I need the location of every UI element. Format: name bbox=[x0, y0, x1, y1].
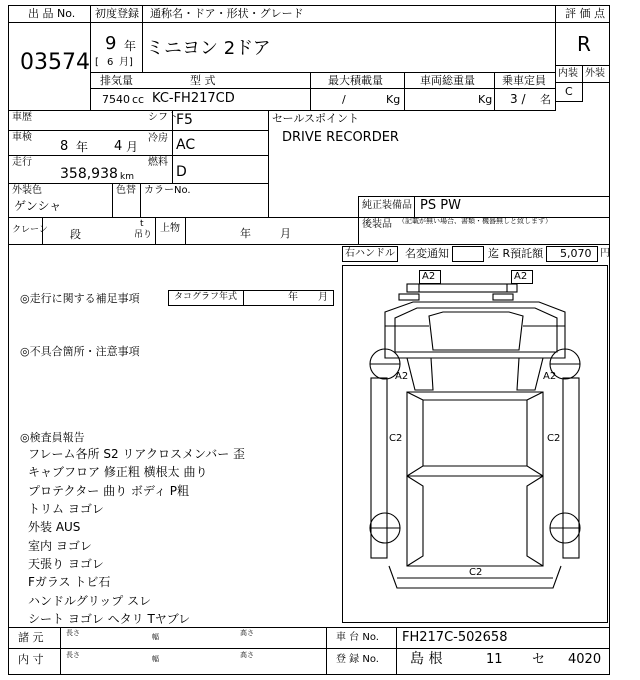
model-code-label: 型 式 bbox=[190, 74, 216, 87]
exterior-label: 外装 bbox=[585, 68, 605, 79]
tacho-year: 年 bbox=[288, 292, 298, 303]
first-reg-label: 初度登録 bbox=[95, 7, 139, 20]
lot-label: 出 品 No. bbox=[28, 7, 76, 20]
damage-mark: C2 bbox=[469, 567, 483, 578]
sales-point-label: セールスポイント bbox=[272, 112, 360, 125]
rating-value: R bbox=[577, 32, 591, 56]
fuel-value: D bbox=[176, 164, 187, 180]
shift-value: F5 bbox=[176, 112, 193, 128]
mileage-unit: km bbox=[120, 172, 134, 182]
ac-label: 冷房 bbox=[148, 133, 168, 144]
capacity-unit: 名 bbox=[540, 93, 551, 106]
damage-mark: C2 bbox=[547, 433, 561, 444]
reg-year-unit: 年 bbox=[124, 39, 137, 53]
crane-label: クレーン bbox=[12, 225, 48, 235]
gross-weight-label: 車両総重量 bbox=[420, 74, 475, 87]
history-label: 車歴 bbox=[12, 112, 32, 123]
damage-mark: A2 bbox=[395, 371, 409, 382]
dims-height-label: 高さ bbox=[240, 629, 254, 637]
report-line: プロテクター 曲り ボディ P粗 bbox=[28, 484, 190, 498]
max-load-value: / bbox=[342, 93, 346, 106]
color-change-label: 色替 bbox=[116, 185, 136, 196]
max-load-unit: Kg bbox=[386, 93, 401, 106]
sales-point: DRIVE RECORDER bbox=[282, 130, 399, 145]
equipment-value: PS PW bbox=[420, 198, 461, 213]
displacement-unit: cc bbox=[132, 93, 145, 106]
reg-month-open: [ bbox=[95, 57, 99, 68]
aftermarket-label: 後装品 bbox=[362, 219, 392, 230]
reg-month-unit: 月] bbox=[119, 57, 133, 68]
report-line: 室内 ヨゴレ bbox=[28, 539, 92, 553]
reg-year: 9 bbox=[105, 33, 117, 54]
inner-height-label: 高さ bbox=[240, 651, 254, 659]
driving-remarks-label: ◎走行に関する補足事項 bbox=[20, 292, 140, 305]
report-line: Fガラス トビ石 bbox=[28, 575, 111, 589]
upper-label: 上物 bbox=[160, 223, 180, 234]
damage-mark: C2 bbox=[389, 433, 403, 444]
report-line: 天張り ヨゴレ bbox=[28, 557, 104, 571]
reg-month: 6 bbox=[107, 57, 114, 68]
inspection-year: 8 bbox=[60, 139, 69, 154]
report-line: ハンドルグリップ スレ bbox=[28, 594, 152, 608]
defects-label: ◎不具合箇所・注意事項 bbox=[20, 345, 140, 358]
mileage-value: 358,938 bbox=[60, 166, 118, 182]
fuel-label: 燃料 bbox=[148, 157, 168, 168]
reg-class: 11 bbox=[486, 652, 503, 667]
damage-mark: A2 bbox=[543, 371, 557, 382]
interior-label: 内装 bbox=[558, 68, 578, 79]
aftermarket-note: （記載が無い場合、書類・機器無しと致します） bbox=[398, 217, 552, 225]
inner-label: 内 寸 bbox=[18, 653, 44, 666]
odo-label: 迄 R預託額 bbox=[488, 247, 544, 260]
model-name: ミニヨン 2ドア bbox=[146, 38, 271, 59]
damage-mark: A2 bbox=[511, 270, 533, 284]
dims-length-label: 長さ bbox=[66, 629, 80, 637]
crane-ton: t bbox=[140, 219, 144, 229]
capacity-value: 3 / bbox=[510, 92, 526, 106]
report-line: フレーム各所 S2 リアクロスメンバー 歪 bbox=[28, 447, 246, 461]
interior-grade: C bbox=[565, 85, 573, 98]
chassis-number: FH217C-502658 bbox=[402, 630, 508, 645]
capacity-label: 乗車定員 bbox=[502, 74, 546, 87]
exterior-color-label: 外装色 bbox=[12, 185, 42, 196]
ac-value: AC bbox=[176, 137, 196, 153]
lot-number: 03574 bbox=[20, 50, 90, 75]
inspector-label: ◎検査員報告 bbox=[20, 431, 85, 444]
displacement-value: 7540 bbox=[102, 93, 130, 106]
reg-number: 4020 bbox=[568, 652, 602, 667]
crane-stage: 段 bbox=[70, 228, 81, 241]
inspection-month: 4 bbox=[114, 139, 123, 154]
reg-kana: セ bbox=[532, 652, 546, 667]
color-code-label: カラーNo. bbox=[144, 185, 191, 196]
equipment-label: 純正装備品 bbox=[362, 200, 412, 211]
inner-width-label: 幅 bbox=[152, 655, 159, 663]
upper-month: 月 bbox=[280, 227, 291, 240]
inner-length-label: 長さ bbox=[66, 651, 80, 659]
exterior-color-value: ゲンシャ bbox=[14, 199, 62, 213]
name-change-box[interactable] bbox=[452, 246, 484, 262]
yen-label: 円 bbox=[600, 248, 610, 259]
reg-label: 登 録 No. bbox=[336, 654, 379, 665]
name-change-label: 名変通知 bbox=[405, 247, 449, 260]
reg-area: 島 根 bbox=[410, 651, 443, 667]
damage-diagram bbox=[342, 265, 608, 623]
rating-label: 評 価 点 bbox=[565, 7, 605, 20]
report-line: シート ヨゴレ ヘタリ Tヤブレ bbox=[28, 612, 191, 626]
inspection-month-unit: 月 bbox=[126, 140, 139, 154]
inspection-year-unit: 年 bbox=[76, 140, 89, 154]
model-code: KC-FH217CD bbox=[152, 91, 235, 106]
deposit-value: 5,070 bbox=[560, 247, 592, 260]
shift-label: シフト bbox=[148, 112, 178, 123]
dims-label: 諸 元 bbox=[18, 631, 44, 644]
mileage-label: 走行 bbox=[12, 157, 32, 168]
report-line: キャブフロア 修正粗 横根太 曲り bbox=[28, 465, 208, 479]
max-load-label: 最大積載量 bbox=[328, 74, 383, 87]
inspection-label: 車検 bbox=[12, 132, 32, 143]
model-label: 通称名・ドア・形状・グレード bbox=[150, 7, 304, 20]
rhd-label: 右ハンドル bbox=[345, 248, 395, 259]
damage-mark: A2 bbox=[419, 270, 441, 284]
report-line: 外装 AUS bbox=[28, 520, 81, 534]
upper-year: 年 bbox=[240, 227, 251, 240]
crane-hang: 吊り bbox=[134, 230, 153, 240]
dims-width-label: 幅 bbox=[152, 633, 159, 641]
gross-weight-unit: Kg bbox=[478, 93, 493, 106]
tacho-label: タコグラフ年式 bbox=[174, 292, 238, 302]
chassis-label: 車 台 No. bbox=[336, 632, 379, 643]
displacement-label: 排気量 bbox=[100, 74, 133, 87]
report-line: トリム ヨゴレ bbox=[28, 502, 104, 516]
tacho-month: 月 bbox=[318, 292, 328, 303]
